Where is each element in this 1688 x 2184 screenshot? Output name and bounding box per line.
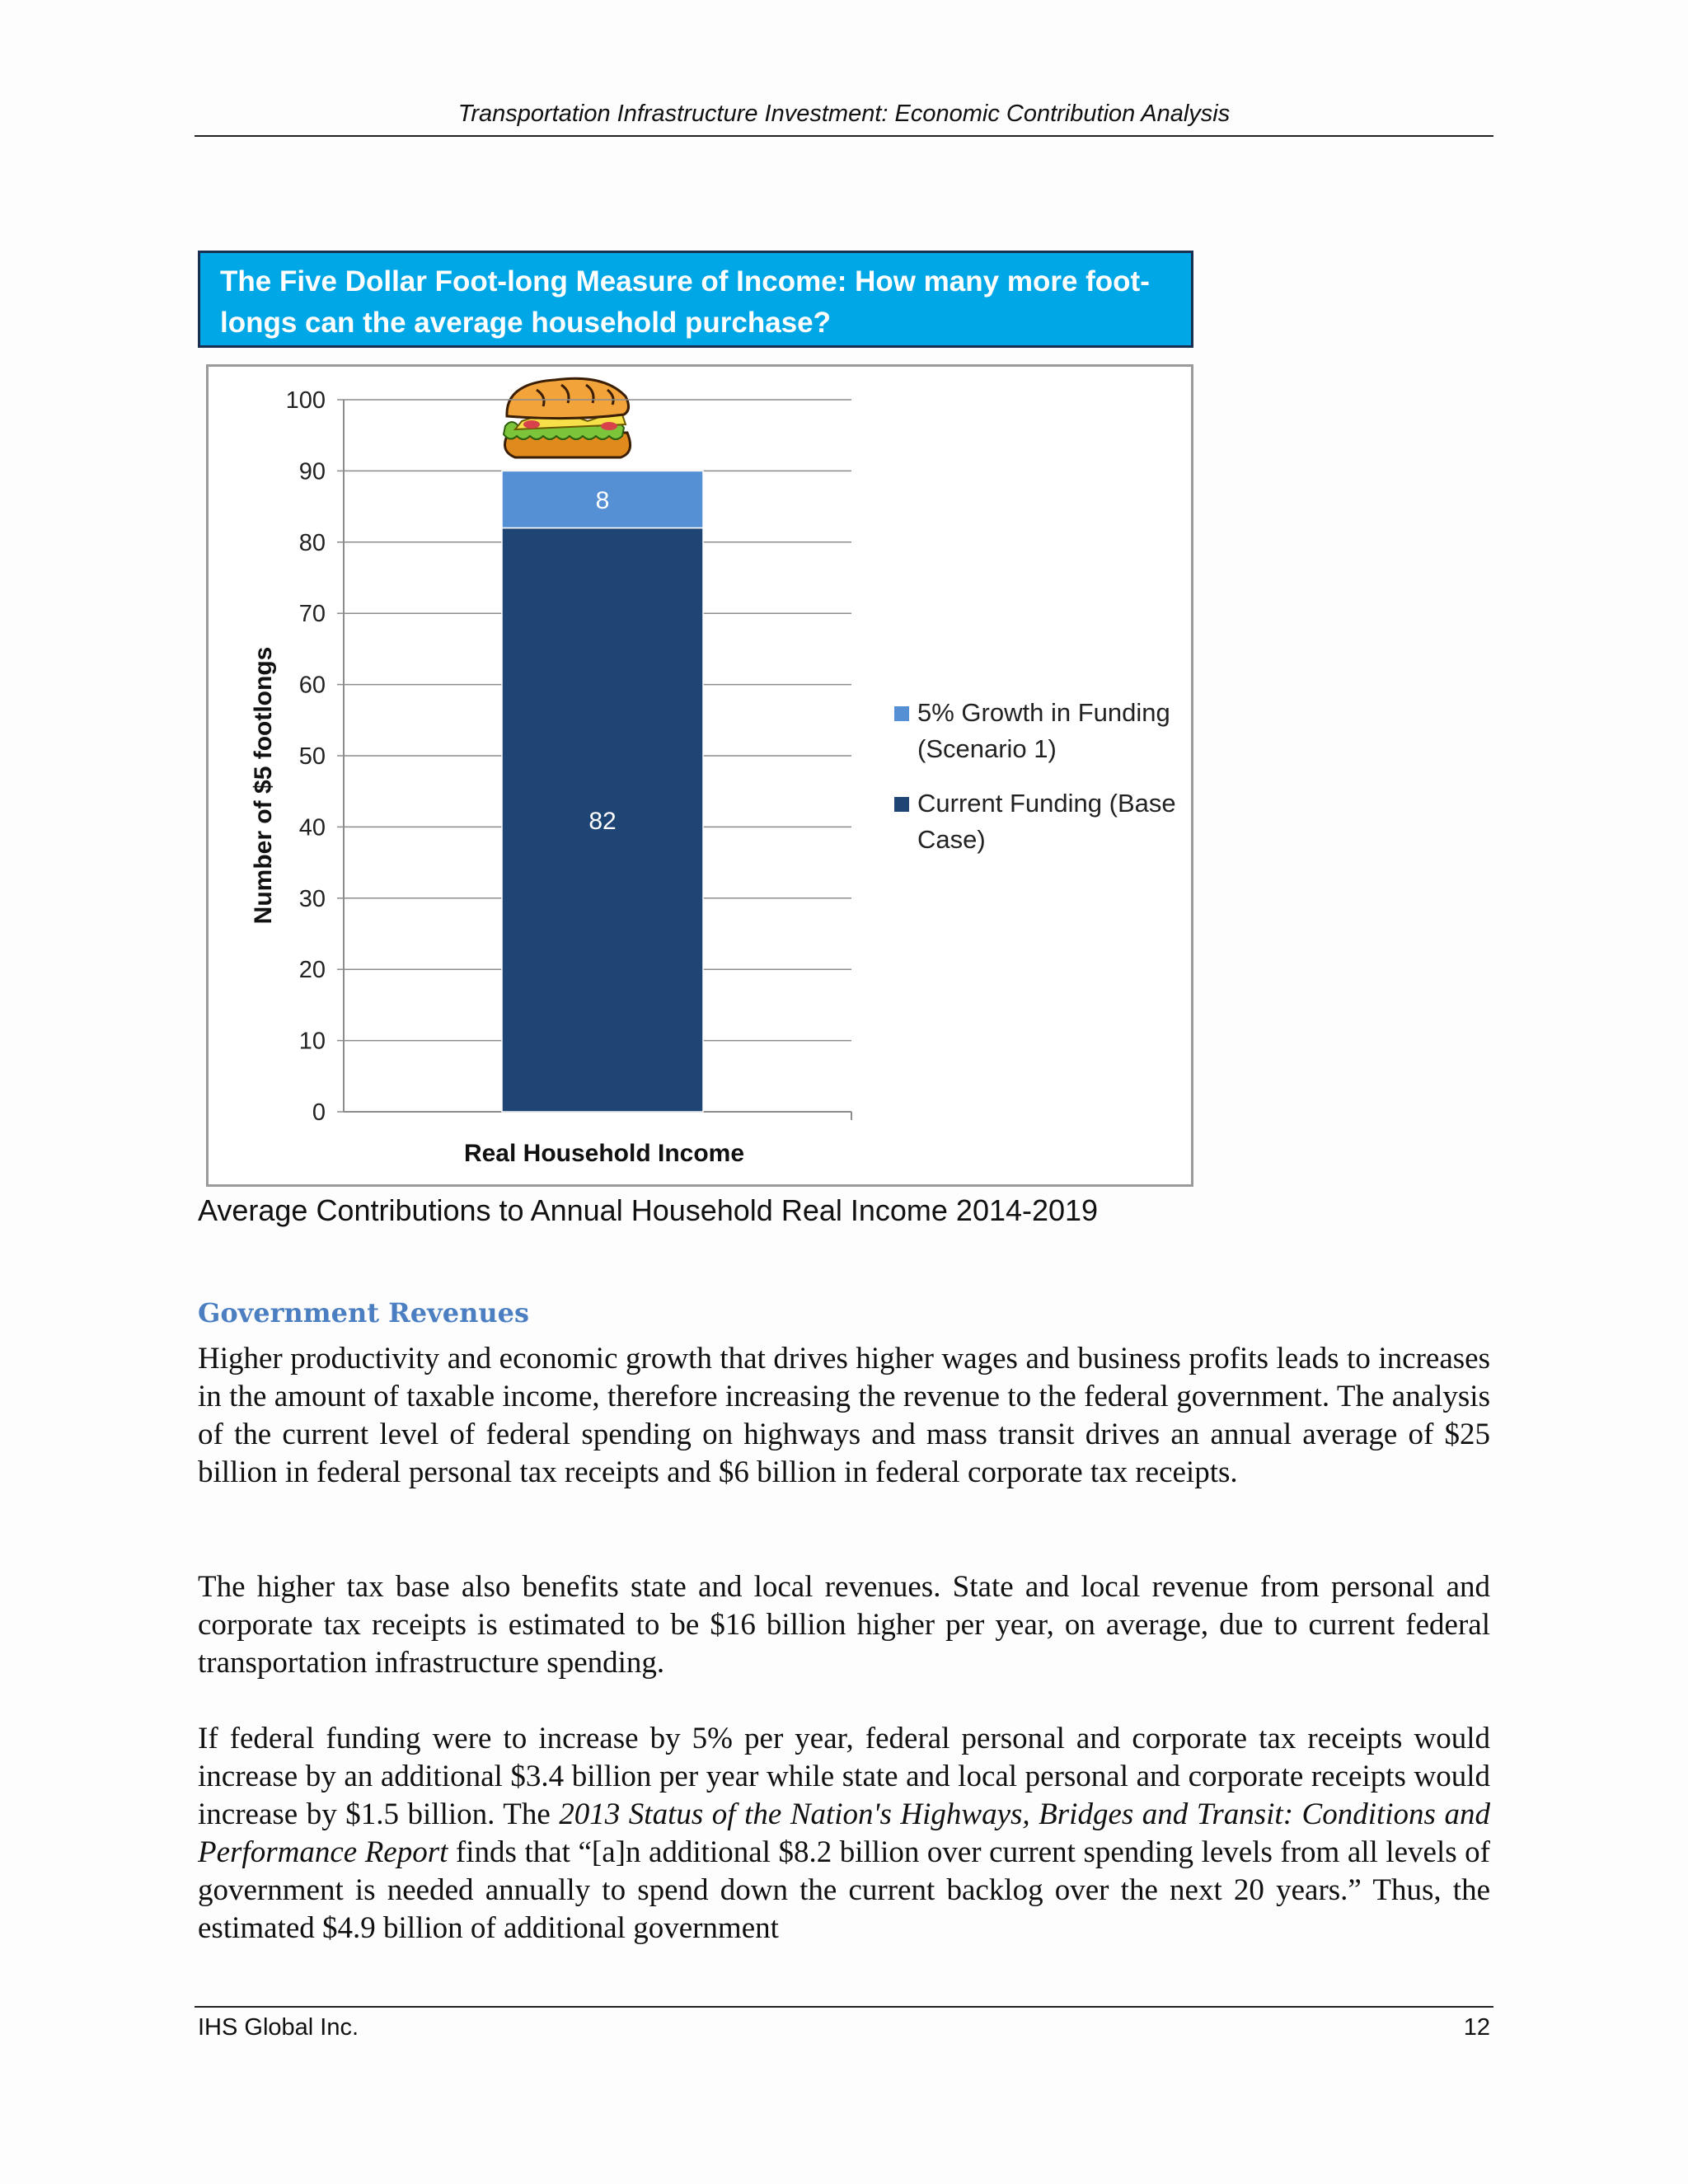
data-label-scenario-1: 8 — [595, 486, 610, 514]
legend-swatch-base — [894, 797, 909, 812]
paragraph-3-text-b: finds that “[a]n additional $8.2 billion over current spending levels from all levels of government is needed annually to spend down the current backlog over the next 20 years.” Thus, the estimated $4.9 billion of additional government — [198, 1835, 1491, 1945]
y-tick-label: 70 — [298, 601, 326, 628]
legend-label-base: Current Funding (Base Case) — [917, 789, 1176, 854]
chart-title-box: The Five Dollar Foot-long Measure of Income: How many more foot-longs can the average household purchase? — [198, 251, 1193, 348]
y-tick-label: 80 — [298, 529, 326, 556]
y-tick-label: 60 — [298, 672, 326, 699]
paragraph-3 — [198, 1720, 1490, 1947]
footer-rule — [195, 2006, 1493, 2008]
section-heading: Government Revenues — [198, 1297, 529, 1329]
legend-item-scenario — [894, 695, 1191, 767]
header-rule — [195, 135, 1493, 137]
y-tick-label: 40 — [298, 814, 326, 841]
report-title-italic: 2013 Status of the Nation's Highways, Bridges and Transit: Conditions and Performance Report — [198, 1797, 1490, 1869]
legend-label-scenario: 5% Growth in Funding (Scenario 1) — [917, 698, 1170, 763]
paragraph-3-text-a: If federal funding were to increase by 5% per year, federal personal and corporate tax receipts would increase by an additional $3.4 billion per year while state and local personal and corporate receipts would increase by $1.5 billion. The — [198, 1722, 1490, 1831]
footlong-sandwich-icon — [504, 378, 631, 457]
y-tick-label: 10 — [298, 1028, 326, 1055]
legend-swatch-scenario — [894, 706, 909, 721]
y-tick-label: 30 — [298, 885, 326, 912]
y-axis-label: Number of $5 footlongs — [250, 646, 277, 925]
chart-legend — [894, 695, 1191, 876]
running-header: Transportation Infrastructure Investment: Economic Contribution Analysis — [457, 101, 1231, 127]
legend-item-base — [894, 785, 1191, 858]
chart-caption: Average Contributions to Annual Household Real Income 2014-2019 — [198, 1193, 1099, 1227]
y-tick-label: 100 — [285, 387, 326, 414]
y-tick-label: 0 — [312, 1099, 326, 1126]
paragraph-2: The higher tax base also benefits state and local revenues. State and local revenue from personal and corporate tax receipts is estimated to be $16 billion higher per year, on average, due to current federal transportation infrastructure spending. — [198, 1570, 1490, 1680]
y-tick-label: 20 — [298, 957, 326, 984]
y-tick-label: 90 — [298, 458, 326, 485]
paragraph-1: Higher productivity and economic growth that drives higher wages and business profits leads to increases in the amount of taxable income, therefore increasing the revenue to the federal government. The analysis of the current level of federal spending on highways and mass transit drives an annual average of $25 billion in federal personal tax receipts and $6 billion in federal corporate tax receipts. — [198, 1342, 1490, 1489]
page-number: 12 — [1463, 2014, 1490, 2041]
x-axis-label: Real Household Income — [463, 1140, 745, 1167]
data-label-base-case: 82 — [588, 807, 617, 835]
y-tick-label: 50 — [298, 743, 326, 770]
footer-company: IHS Global Inc. — [198, 2014, 359, 2041]
